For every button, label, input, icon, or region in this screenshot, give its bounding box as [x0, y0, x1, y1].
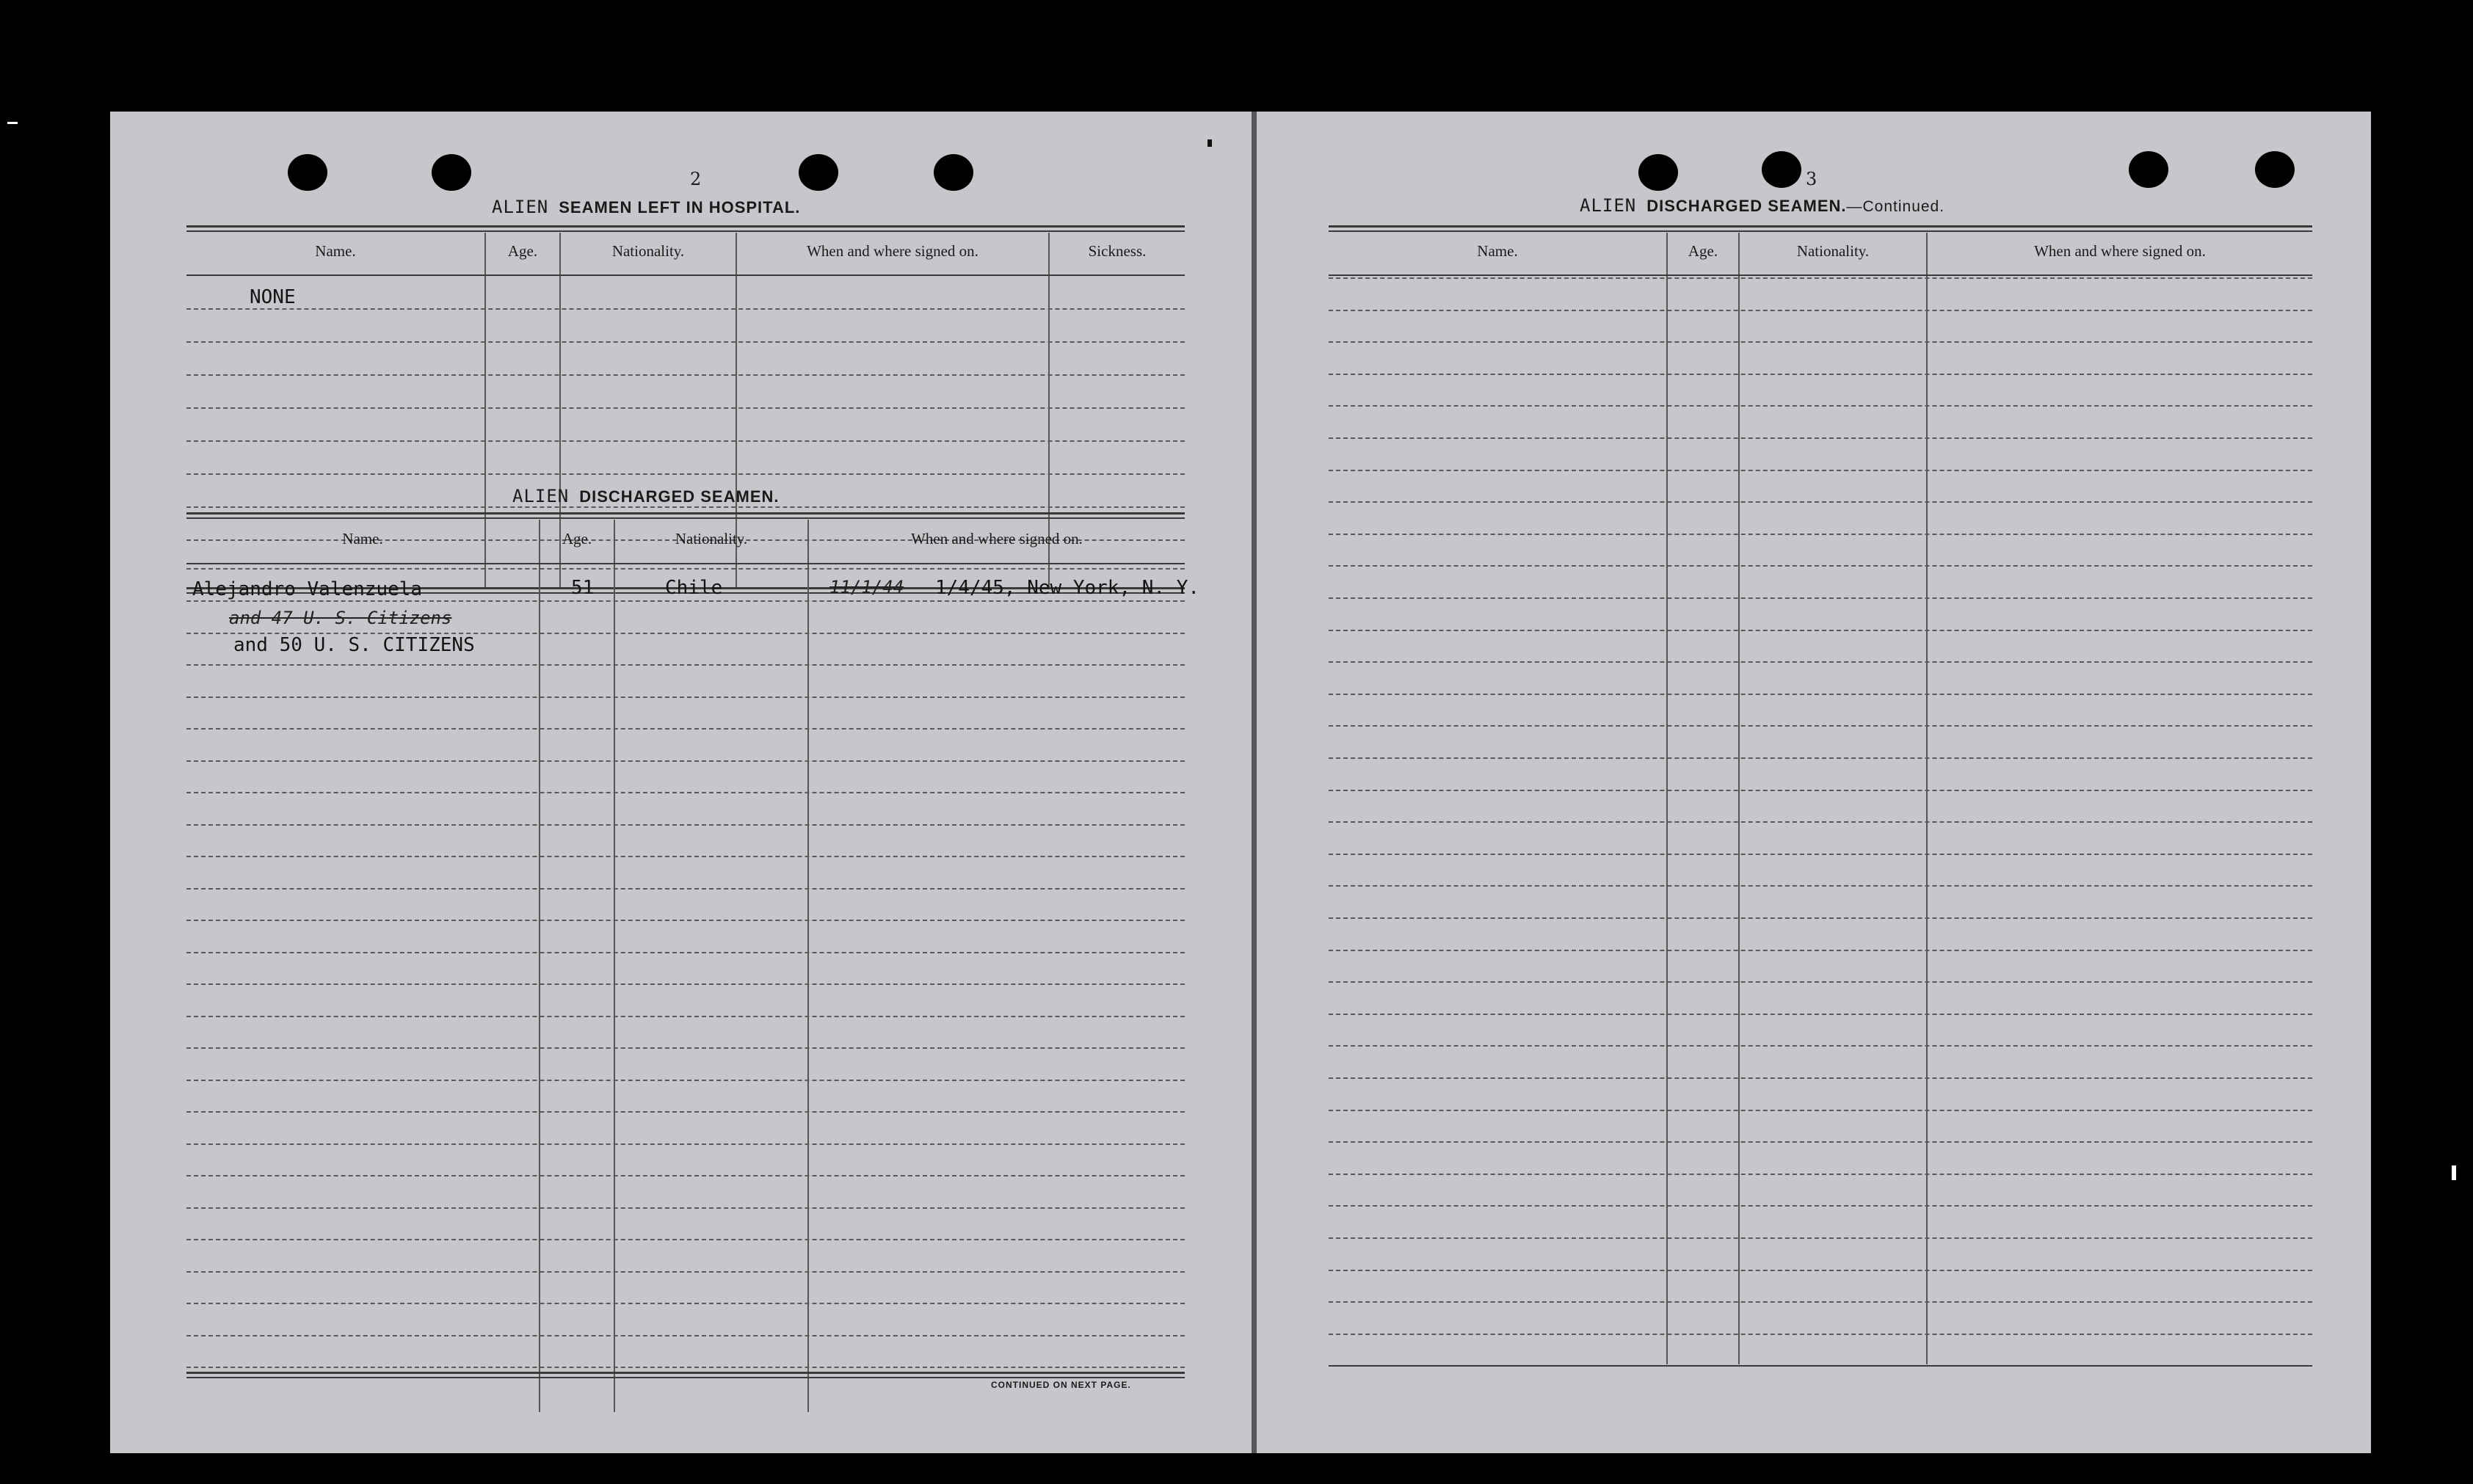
row-line — [1329, 790, 2312, 791]
col-age: Age. — [562, 530, 592, 548]
col-name: Name. — [315, 242, 356, 260]
punch-hole — [2129, 151, 2168, 188]
col-nationality: Nationality. — [1796, 242, 1870, 260]
continued-note: CONTINUED ON NEXT PAGE. — [991, 1380, 1131, 1390]
scan-speck — [2452, 1165, 2456, 1180]
rule — [186, 1372, 1185, 1374]
row-line — [186, 696, 1185, 698]
page-fold — [1252, 112, 1257, 1453]
row-line — [186, 1303, 1185, 1304]
left-page — [110, 112, 1252, 1453]
punch-hole — [432, 154, 471, 191]
row-line — [1329, 1110, 2312, 1111]
row-line — [1329, 630, 2312, 631]
row-line — [186, 633, 1185, 634]
row-line — [1329, 277, 2312, 279]
col-age: Age. — [1688, 242, 1718, 260]
struck-date: 11/1/44 — [829, 577, 904, 597]
row-line — [1329, 1270, 2312, 1271]
row-line — [1329, 310, 2312, 311]
row-line — [1329, 534, 2312, 535]
alien-stamp: ALIEN — [1580, 195, 1637, 216]
punch-hole — [1762, 151, 1801, 188]
hospital-section-title — [492, 197, 800, 217]
row-line — [186, 374, 1185, 376]
row-line — [1329, 950, 2312, 951]
row-line — [1329, 341, 2312, 343]
hospital-entry: NONE — [250, 286, 296, 308]
row-line — [186, 600, 1185, 602]
continued-suffix: —Continued. — [1846, 198, 1945, 215]
col-nationality: Nationality. — [611, 242, 685, 260]
row-line — [186, 473, 1185, 475]
row-line — [1329, 1237, 2312, 1239]
row-line — [1329, 981, 2312, 983]
row-line — [186, 1207, 1185, 1209]
column-divider — [1926, 233, 1928, 1364]
row-line — [186, 1367, 1185, 1368]
row-line — [186, 856, 1185, 857]
row-line — [186, 1271, 1185, 1273]
column-divider — [1738, 233, 1740, 1364]
citizens-note: and 50 U. S. CITIZENS — [233, 634, 475, 656]
rule — [186, 1377, 1185, 1378]
row-line — [186, 728, 1185, 730]
row-line — [1329, 821, 2312, 823]
row-line — [1329, 374, 2312, 375]
punch-hole — [1638, 154, 1678, 191]
row-line — [1329, 597, 2312, 599]
col-sickness: Sickness. — [1088, 242, 1147, 260]
alien-stamp: ALIEN — [492, 197, 549, 217]
punch-hole — [934, 154, 973, 191]
rule — [186, 225, 1185, 228]
scan-speck — [7, 122, 18, 124]
section-title-text: DISCHARGED SEAMEN. — [579, 487, 780, 506]
page-number: 3 — [1806, 169, 1817, 189]
scan-speck — [1208, 139, 1212, 147]
row-line — [186, 920, 1185, 921]
row-line — [1329, 917, 2312, 919]
row-line — [1329, 1301, 2312, 1303]
row-line — [1329, 1205, 2312, 1207]
signed-on-date-place: 1/4/45, New York, N. Y. — [935, 577, 1200, 599]
row-line — [1329, 1014, 2312, 1015]
row-line — [1329, 661, 2312, 663]
punch-hole — [2255, 151, 2295, 188]
rule — [186, 563, 1185, 564]
rule — [1329, 274, 2312, 276]
discharged-title — [512, 486, 780, 506]
row-line — [186, 1335, 1185, 1336]
row-line — [186, 760, 1185, 762]
col-name: Name. — [1477, 242, 1518, 260]
row-line — [186, 952, 1185, 953]
page-number: 2 — [690, 169, 702, 189]
punch-hole — [799, 154, 838, 191]
row-line — [186, 824, 1185, 826]
rule — [186, 517, 1185, 519]
row-line — [1329, 854, 2312, 855]
row-line — [186, 341, 1185, 343]
column-divider — [539, 520, 540, 1412]
row-line — [1329, 405, 2312, 407]
col-signed-on: When and where signed on. — [807, 242, 978, 260]
seaman-nationality: Chile — [665, 577, 723, 599]
row-line — [186, 983, 1185, 985]
row-line — [1329, 565, 2312, 567]
row-line — [186, 1175, 1185, 1176]
rule — [186, 512, 1185, 514]
right-page — [1257, 112, 2371, 1453]
row-line — [1329, 694, 2312, 695]
col-age: Age. — [507, 242, 538, 260]
column-divider — [1666, 233, 1668, 1364]
row-line — [186, 664, 1185, 666]
row-line — [186, 568, 1185, 570]
row-line — [186, 1080, 1185, 1081]
col-signed-on: When and where signed on. — [2034, 242, 2206, 260]
row-line — [1329, 1141, 2312, 1143]
row-line — [1329, 1174, 2312, 1175]
rule — [186, 230, 1185, 232]
column-divider — [614, 520, 615, 1412]
row-line — [1329, 725, 2312, 727]
rule — [1329, 230, 2312, 232]
row-line — [1329, 1045, 2312, 1047]
col-name: Name. — [342, 530, 383, 548]
row-line — [186, 888, 1185, 890]
row-line — [186, 407, 1185, 409]
row-line — [1329, 757, 2312, 759]
rule — [1329, 1365, 2312, 1367]
row-line — [1329, 470, 2312, 471]
struck-citizens-line: and 47 U. S. Citizens — [229, 608, 452, 628]
row-line — [186, 1047, 1185, 1049]
row-line — [186, 1111, 1185, 1113]
seaman-name: Alejandro Valenzuela — [192, 578, 423, 600]
row-line — [1329, 501, 2312, 503]
row-line — [186, 506, 1185, 508]
section-title-text: SEAMEN LEFT IN HOSPITAL. — [559, 198, 801, 217]
col-signed-on: When and where signed on. — [911, 530, 1083, 548]
punch-hole — [288, 154, 327, 191]
seaman-age: 51 — [571, 577, 595, 599]
section-title-text: DISCHARGED SEAMEN. — [1646, 197, 1847, 215]
row-line — [1329, 1334, 2312, 1335]
rule — [186, 274, 1185, 276]
row-line — [1329, 437, 2312, 439]
row-line — [1329, 885, 2312, 887]
row-line — [186, 308, 1185, 310]
column-divider — [807, 520, 809, 1412]
row-line — [186, 1016, 1185, 1017]
alien-stamp: ALIEN — [512, 486, 570, 506]
row-line — [186, 440, 1185, 442]
rule — [1329, 225, 2312, 228]
col-nationality: Nationality. — [675, 530, 748, 548]
row-line — [186, 1143, 1185, 1145]
row-line — [186, 1239, 1185, 1240]
row-line — [1329, 1077, 2312, 1079]
discharged-continued-title — [1580, 195, 1944, 216]
row-line — [186, 792, 1185, 793]
